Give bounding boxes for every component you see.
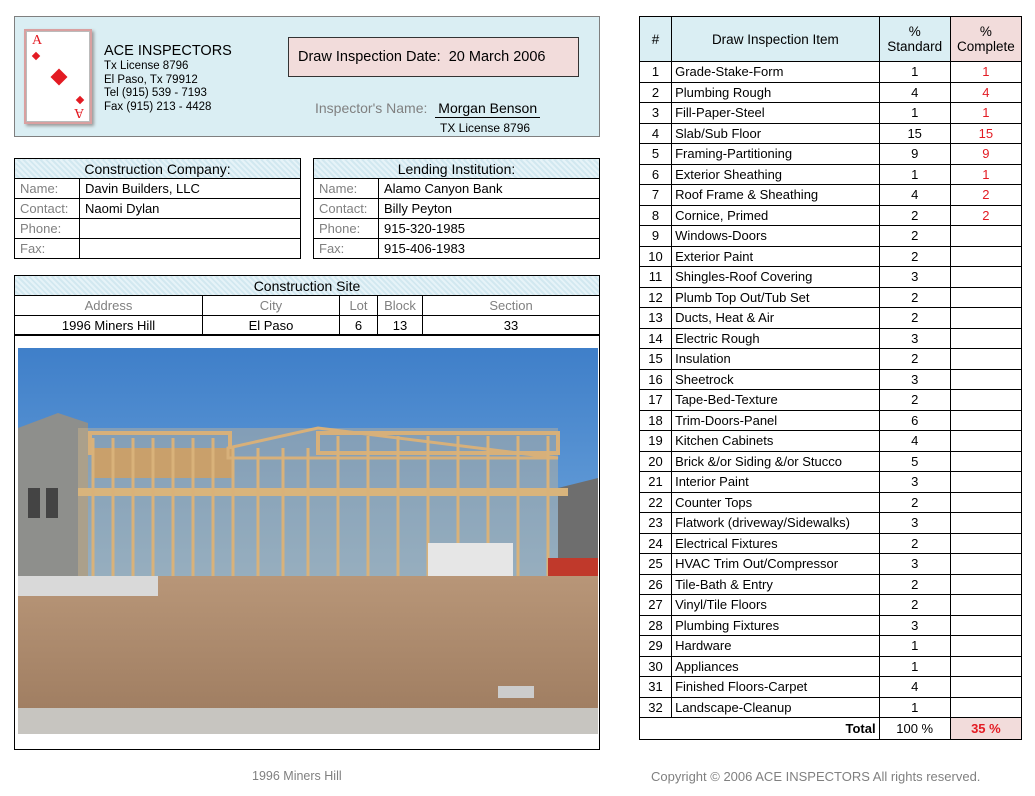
total-label: Total: [640, 718, 880, 740]
site-header-lot: Lot: [340, 296, 378, 316]
company-tel: Tel (915) 539 - 7193: [104, 87, 207, 99]
table-row: [640, 697, 1022, 718]
site-header-section: Section: [423, 296, 600, 316]
row-standard: 4: [879, 431, 950, 452]
row-standard: 3: [879, 369, 950, 390]
table-row: [640, 62, 1022, 83]
row-item: Grade-Stake-Form: [672, 62, 880, 83]
site-block: 13: [378, 316, 423, 336]
row-complete: [950, 410, 1021, 431]
row-number: 26: [640, 574, 672, 595]
row-standard: 3: [879, 472, 950, 493]
row-number: 23: [640, 513, 672, 534]
row-standard: 3: [879, 328, 950, 349]
header-standard: % Standard: [879, 17, 950, 62]
li-contact-label: Contact:: [314, 199, 379, 219]
row-number: 3: [640, 103, 672, 124]
card-rank-top: A: [32, 33, 43, 48]
row-item: Flatwork (driveway/Sidewalks): [672, 513, 880, 534]
row-item: Windows-Doors: [672, 226, 880, 247]
row-complete: 2: [950, 185, 1021, 206]
table-row: [640, 595, 1022, 616]
row-standard: 2: [879, 574, 950, 595]
row-item: Exterior Paint: [672, 246, 880, 267]
row-complete: [950, 308, 1021, 329]
row-item: Finished Floors-Carpet: [672, 677, 880, 698]
row-number: 19: [640, 431, 672, 452]
row-number: 11: [640, 267, 672, 288]
row-standard: 1: [879, 697, 950, 718]
li-name-label: Name:: [314, 179, 379, 199]
table-row: [640, 349, 1022, 370]
table-row: [640, 410, 1022, 431]
row-number: 32: [640, 697, 672, 718]
card-rank-bottom: A: [73, 105, 84, 120]
footer-address: 1996 Miners Hill: [252, 769, 342, 783]
inspector-label: Inspector's Name:: [315, 100, 428, 116]
cc-fax-value: [80, 239, 301, 259]
row-complete: [950, 349, 1021, 370]
row-item: Hardware: [672, 636, 880, 657]
table-row: [640, 144, 1022, 165]
total-complete: 35 %: [950, 718, 1021, 740]
row-number: 22: [640, 492, 672, 513]
table-row: [640, 164, 1022, 185]
company-fax: Fax (915) 213 - 4428: [104, 100, 212, 113]
row-standard: 1: [879, 656, 950, 677]
row-number: 30: [640, 656, 672, 677]
row-standard: 2: [879, 287, 950, 308]
small-diamond-icon: [76, 96, 84, 104]
li-fax-value: 915-406-1983: [379, 239, 600, 259]
row-complete: 2: [950, 205, 1021, 226]
checklist-header-row: [640, 17, 1022, 62]
row-complete: [950, 697, 1021, 718]
row-standard: 1: [879, 164, 950, 185]
construction-site-table: [14, 275, 600, 336]
li-phone-value: 915-320-1985: [379, 219, 600, 239]
table-row: [640, 636, 1022, 657]
row-number: 25: [640, 554, 672, 575]
row-standard: 2: [879, 595, 950, 616]
row-item: HVAC Trim Out/Compressor: [672, 554, 880, 575]
li-phone-label: Phone:: [314, 219, 379, 239]
lending-institution-title: Lending Institution:: [314, 159, 600, 179]
construction-company-title: Construction Company:: [15, 159, 301, 179]
row-item: Tape-Bed-Texture: [672, 390, 880, 411]
table-row: [640, 390, 1022, 411]
row-item: Slab/Sub Floor: [672, 123, 880, 144]
table-row: [640, 287, 1022, 308]
row-standard: 1: [879, 103, 950, 124]
row-standard: 3: [879, 554, 950, 575]
company-header: [14, 16, 600, 137]
table-row: [640, 205, 1022, 226]
row-item: Interior Paint: [672, 472, 880, 493]
site-address: 1996 Miners Hill: [15, 316, 203, 336]
row-complete: [950, 267, 1021, 288]
row-standard: 3: [879, 513, 950, 534]
row-standard: 2: [879, 226, 950, 247]
table-row: [640, 615, 1022, 636]
table-row: [640, 533, 1022, 554]
row-number: 15: [640, 349, 672, 370]
date-value: 20 March 2006: [448, 49, 546, 65]
row-complete: [950, 595, 1021, 616]
row-standard: 2: [879, 533, 950, 554]
construction-site-photo: [18, 348, 598, 734]
row-number: 28: [640, 615, 672, 636]
table-row: [640, 103, 1022, 124]
cc-name-value: Davin Builders, LLC: [80, 179, 301, 199]
cc-phone-value: [80, 219, 301, 239]
table-row: [640, 574, 1022, 595]
site-header-block: Block: [378, 296, 423, 316]
table-row: [640, 185, 1022, 206]
table-row: [640, 451, 1022, 472]
row-standard: 2: [879, 205, 950, 226]
row-standard: 1: [879, 62, 950, 83]
row-item: Insulation: [672, 349, 880, 370]
li-name-value: Alamo Canyon Bank: [379, 179, 600, 199]
inspector-name: Morgan Benson: [435, 100, 540, 118]
small-diamond-icon: [32, 52, 40, 60]
row-complete: [950, 451, 1021, 472]
row-complete: 15: [950, 123, 1021, 144]
row-complete: 9: [950, 144, 1021, 165]
row-standard: 3: [879, 267, 950, 288]
row-item: Framing-Partitioning: [672, 144, 880, 165]
row-item: Tile-Bath & Entry: [672, 574, 880, 595]
row-complete: 1: [950, 103, 1021, 124]
row-standard: 6: [879, 410, 950, 431]
row-standard: 5: [879, 451, 950, 472]
diamond-icon: [51, 69, 68, 86]
table-row: [640, 123, 1022, 144]
company-address: El Paso, Tx 79912: [104, 73, 198, 86]
table-row: [640, 226, 1022, 247]
site-section: 33: [423, 316, 600, 336]
row-item: Exterior Sheathing: [672, 164, 880, 185]
company-info: [104, 43, 232, 114]
company-license: Tx License 8796: [104, 60, 189, 72]
row-item: Vinyl/Tile Floors: [672, 595, 880, 616]
site-header-address: Address: [15, 296, 203, 316]
row-item: Landscape-Cleanup: [672, 697, 880, 718]
row-number: 2: [640, 82, 672, 103]
row-number: 9: [640, 226, 672, 247]
row-complete: 1: [950, 164, 1021, 185]
inspector-license: TX License 8796: [440, 121, 531, 135]
table-row: [640, 513, 1022, 534]
row-item: Fill-Paper-Steel: [672, 103, 880, 124]
row-number: 20: [640, 451, 672, 472]
row-complete: [950, 328, 1021, 349]
footer-copyright: Copyright © 2006 ACE INSPECTORS All rights reserved.: [651, 769, 981, 784]
row-number: 17: [640, 390, 672, 411]
table-row: [640, 472, 1022, 493]
table-row: [640, 82, 1022, 103]
inspection-date-box: [288, 37, 579, 77]
cc-fax-label: Fax:: [15, 239, 80, 259]
row-complete: [950, 492, 1021, 513]
row-standard: 9: [879, 144, 950, 165]
cc-contact-label: Contact:: [15, 199, 80, 219]
row-number: 31: [640, 677, 672, 698]
row-complete: [950, 636, 1021, 657]
table-row: [640, 267, 1022, 288]
row-number: 27: [640, 595, 672, 616]
table-row: [640, 431, 1022, 452]
date-label: Draw Inspection Date:: [298, 49, 441, 65]
row-complete: [950, 513, 1021, 534]
header-complete: % Complete: [950, 17, 1021, 62]
row-number: 18: [640, 410, 672, 431]
row-standard: 4: [879, 677, 950, 698]
row-standard: 4: [879, 82, 950, 103]
row-item: Sheetrock: [672, 369, 880, 390]
row-standard: 2: [879, 349, 950, 370]
cc-contact-value: Naomi Dylan: [80, 199, 301, 219]
row-complete: [950, 369, 1021, 390]
row-standard: 2: [879, 246, 950, 267]
row-complete: [950, 226, 1021, 247]
row-complete: 1: [950, 62, 1021, 83]
site-header-city: City: [203, 296, 340, 316]
table-row: [640, 308, 1022, 329]
row-number: 6: [640, 164, 672, 185]
row-item: Plumb Top Out/Tub Set: [672, 287, 880, 308]
li-contact-value: Billy Peyton: [379, 199, 600, 219]
row-number: 4: [640, 123, 672, 144]
row-standard: 1: [879, 636, 950, 657]
row-complete: [950, 574, 1021, 595]
row-item: Plumbing Rough: [672, 82, 880, 103]
table-row: [640, 369, 1022, 390]
row-item: Plumbing Fixtures: [672, 615, 880, 636]
row-number: 14: [640, 328, 672, 349]
row-item: Roof Frame & Sheathing: [672, 185, 880, 206]
row-complete: [950, 390, 1021, 411]
row-complete: 4: [950, 82, 1021, 103]
row-standard: 2: [879, 308, 950, 329]
row-number: 5: [640, 144, 672, 165]
table-row: [640, 656, 1022, 677]
construction-company-table: [14, 158, 301, 259]
total-row: [640, 718, 1022, 740]
row-item: Appliances: [672, 656, 880, 677]
row-item: Brick &/or Siding &/or Stucco: [672, 451, 880, 472]
row-number: 29: [640, 636, 672, 657]
row-number: 13: [640, 308, 672, 329]
ace-of-diamonds-logo: [24, 29, 92, 124]
row-standard: 15: [879, 123, 950, 144]
cc-name-label: Name:: [15, 179, 80, 199]
row-item: Shingles-Roof Covering: [672, 267, 880, 288]
row-number: 8: [640, 205, 672, 226]
cc-phone-label: Phone:: [15, 219, 80, 239]
row-standard: 2: [879, 492, 950, 513]
row-complete: [950, 472, 1021, 493]
company-name: ACE INSPECTORS: [104, 43, 232, 59]
row-item: Electric Rough: [672, 328, 880, 349]
row-number: 12: [640, 287, 672, 308]
table-row: [640, 328, 1022, 349]
site-title: Construction Site: [15, 276, 600, 296]
row-standard: 4: [879, 185, 950, 206]
row-number: 7: [640, 185, 672, 206]
row-number: 21: [640, 472, 672, 493]
row-number: 1: [640, 62, 672, 83]
li-fax-label: Fax:: [314, 239, 379, 259]
table-row: [640, 554, 1022, 575]
site-city: El Paso: [203, 316, 340, 336]
row-complete: [950, 246, 1021, 267]
table-row: [640, 492, 1022, 513]
lending-institution-table: [313, 158, 600, 259]
inspector-field: [315, 100, 540, 116]
row-number: 16: [640, 369, 672, 390]
table-row: [640, 246, 1022, 267]
header-number: #: [640, 17, 672, 62]
row-complete: [950, 431, 1021, 452]
inspection-checklist: [639, 16, 1022, 740]
row-item: Trim-Doors-Panel: [672, 410, 880, 431]
row-item: Kitchen Cabinets: [672, 431, 880, 452]
row-complete: [950, 615, 1021, 636]
row-item: Cornice, Primed: [672, 205, 880, 226]
row-standard: 3: [879, 615, 950, 636]
row-number: 24: [640, 533, 672, 554]
row-complete: [950, 677, 1021, 698]
row-standard: 2: [879, 390, 950, 411]
table-row: [640, 677, 1022, 698]
row-item: Ducts, Heat & Air: [672, 308, 880, 329]
row-item: Electrical Fixtures: [672, 533, 880, 554]
row-item: Counter Tops: [672, 492, 880, 513]
row-complete: [950, 533, 1021, 554]
site-photo-frame: [14, 334, 600, 750]
header-item: Draw Inspection Item: [672, 17, 880, 62]
site-lot: 6: [340, 316, 378, 336]
row-complete: [950, 287, 1021, 308]
total-standard: 100 %: [879, 718, 950, 740]
row-complete: [950, 554, 1021, 575]
row-number: 10: [640, 246, 672, 267]
row-complete: [950, 656, 1021, 677]
